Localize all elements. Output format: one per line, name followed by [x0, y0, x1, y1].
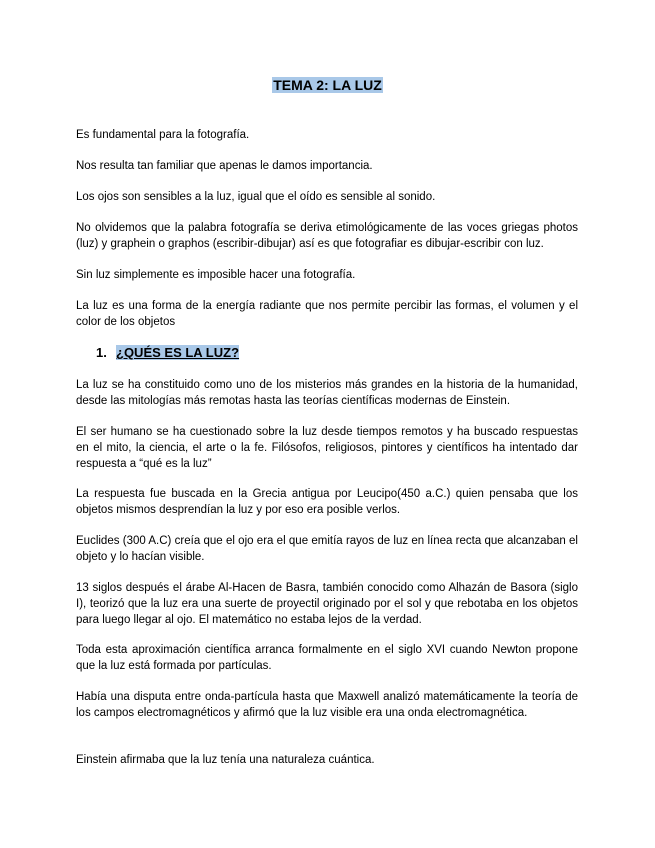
intro-paragraph-2: Nos resulta tan familiar que apenas le damos importancia. [76, 160, 373, 172]
intro-paragraph-1: Es fundamental para la fotografía. [76, 129, 250, 141]
section-heading [96, 344, 239, 362]
section-paragraph-5: 13 siglos después el árabe Al-Hacen de Basra, también conocido como Alhazán de Basora (siglo I), teorizó que la luz era una suerte de proyectil originado por el sol y que rebotaba en los objetos para luego llegar al ojo. El matemático no estaba lejos de la verdad. [76, 582, 578, 626]
intro-paragraph-5: Sin luz simplemente es imposible hacer una fotografía. [76, 269, 356, 281]
document-title-text: TEMA 2: LA LUZ [273, 77, 382, 93]
section-heading-text: ¿QUÉS ES LA LUZ? [116, 345, 240, 360]
section-paragraph-6: Toda esta aproximación científica arranca formalmente en el siglo XVI cuando Newton propone que la luz está formada por partículas. [76, 644, 578, 672]
intro-paragraph-4: No olvidemos que la palabra fotografía se deriva etimológicamente de las voces griegas photos (luz) y graphein o graphos (escribir-dibujar) así es que fotografiar es dibujar-escribir con luz. [76, 222, 578, 250]
section-paragraph-7: Había una disputa entre onda-partícula hasta que Maxwell analizó matemáticamente la teoría de los campos electromagnéticos y afirmó que la luz visible era una onda electromagnética. [76, 691, 578, 719]
intro-paragraph-6: La luz es una forma de la energía radiante que nos permite percibir las formas, el volumen y el color de los objetos [76, 300, 578, 328]
section-number: 1. [96, 345, 107, 360]
section-paragraph-4: Euclides (300 A.C) creía que el ojo era el que emitía rayos de luz en línea recta que alcanzaban el objeto y lo hacían visible. [76, 535, 578, 563]
section-paragraph-1: La luz se ha constituido como uno de los misterios más grandes en la historia de la humanidad, desde las mitologías más remotas hasta las teorías científicas modernas de Einstein. [76, 379, 578, 407]
section-paragraph-3: La respuesta fue buscada en la Grecia antigua por Leucipo(450 a.C.) quien pensaba que los objetos mismos desprendían la luz y por eso era posible verlos. [76, 488, 578, 516]
intro-paragraph-3: Los ojos son sensibles a la luz, igual que el oído es sensible al sonido. [76, 191, 436, 203]
document-title [0, 76, 655, 94]
section-paragraph-8: Einstein afirmaba que la luz tenía una naturaleza cuántica. [76, 754, 375, 766]
section-paragraph-2: El ser humano se ha cuestionado sobre la luz desde tiempos remotos y ha buscado respuestas en el mito, la ciencia, el arte o la fe. Filósofos, religiosos, pintores y científicos ha intentado dar respuesta a “qué es la luz” [76, 426, 578, 470]
